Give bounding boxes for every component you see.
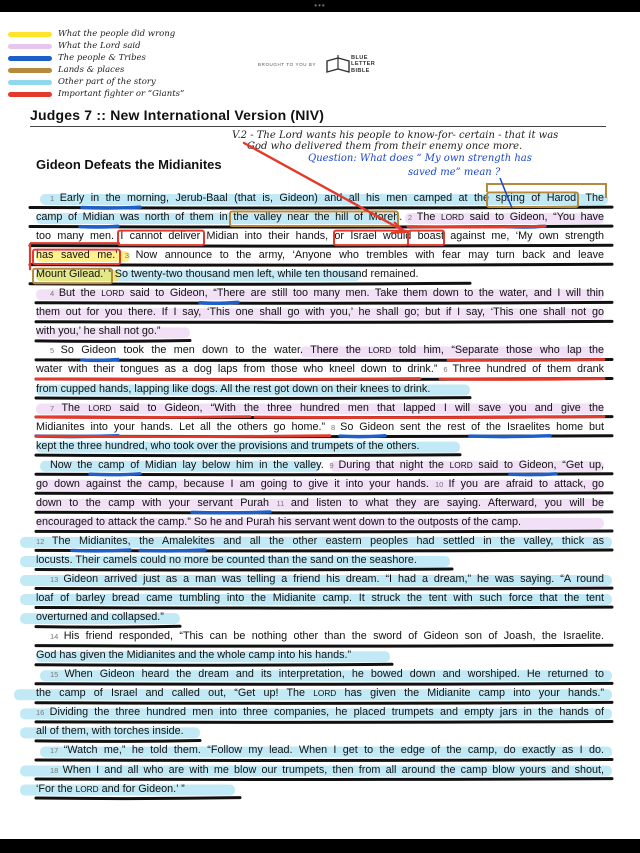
verse-number: 2 [407, 213, 417, 223]
verse-number: 8 [330, 422, 341, 432]
text-run: kept the three hundred, who took over the provisions and trumpets of the others. [36, 439, 420, 452]
legend-item [8, 64, 124, 76]
text-run: But the [58, 287, 102, 300]
verse-number: 5 [50, 346, 61, 356]
legend-swatch [8, 80, 52, 85]
text-run: and for Gideon.’ ” [98, 782, 185, 795]
note-question-line2: saved me” mean ? [408, 167, 501, 178]
text-run: said to Gideon, “You have [464, 211, 605, 224]
text-run: ‘For the [36, 782, 76, 795]
verse-number: 4 [50, 289, 59, 299]
text-run: overturned and collapsed.” [36, 611, 164, 624]
text-line [36, 249, 604, 262]
text-run: When I and all who are with me blow our trumpets, then from all around the camp blow yours and shout, [62, 763, 604, 776]
text-run: So Gideon sent the rest of the Israelites home but [340, 420, 604, 433]
text-line [50, 764, 604, 777]
text-line [50, 573, 604, 586]
text-line [36, 478, 604, 491]
legend-item [8, 52, 146, 64]
annotated-page [0, 12, 640, 839]
verse-number: 6 [443, 365, 453, 375]
lord-small-caps: LORD [101, 288, 125, 299]
text-run: Dividing the three hundred men into three companies, he placed trumpets and empty jars in the hands of [49, 706, 604, 719]
legend-label: Other part of the story [58, 77, 156, 87]
legend-swatch [8, 92, 52, 97]
legend-label: Lands & places [58, 65, 125, 75]
text-line [36, 706, 604, 719]
text-run: down to the camp with your servant Purah [36, 496, 277, 509]
verse-number: 10 [434, 479, 449, 489]
text-run: has saved me.’ [36, 249, 125, 262]
text-run: from cupped hands, lapping like dogs. All the rest got down on their knees to drink. [36, 382, 431, 395]
text-line [36, 211, 604, 224]
verse-number: 18 [50, 765, 63, 775]
verse-number: 1 [50, 194, 60, 203]
legend-item [8, 40, 141, 52]
text-run: When Gideon heard the dream and its interpretation, he bowed down and worshiped. He returned to [64, 668, 604, 681]
text-run: has given the Midianite camp into your hands.” [336, 687, 604, 700]
brand-line: BLUE [351, 55, 368, 61]
text-line [36, 516, 604, 529]
verse-number: 16 [36, 708, 50, 718]
text-line [36, 535, 604, 548]
text-run: them out for you there. If I say, ‘This one shall go with you,’ he shall go; but if I say, ‘This one shall not go [36, 306, 604, 319]
text-line [36, 687, 604, 700]
book-logo-icon [325, 54, 351, 76]
text-line [50, 668, 604, 681]
legend-swatch [8, 32, 52, 37]
text-line [36, 230, 604, 243]
text-run: too many men. I cannot deliver Midian into their hands, or Israel would boast against me, ‘My own strength [36, 230, 604, 243]
text-run: The Midianites, the Amalekites and all the other eastern peoples had settled in the valley, thick as [51, 534, 604, 547]
text-run: Midianites into your hands. Let all the others go home.” [36, 420, 331, 433]
text-line [36, 268, 604, 281]
legend-label: The people & Tribes [58, 53, 146, 63]
text-run: loaf of barley bread came tumbling into the Midianite camp. It struck the tent with such force that the tent [36, 592, 604, 605]
legend-label: What the people did wrong [58, 29, 176, 39]
text-run: Early in the morning, Jerub-Baal (that is, Gideon) and all his men camped at the spring of Harod. The [59, 192, 604, 204]
legend-swatch [8, 68, 52, 73]
lord-small-caps: LORD [449, 459, 473, 470]
text-run: all of them, with torches inside. [36, 725, 184, 738]
brought-to-you-by: BROUGHT TO YOU BY [258, 62, 317, 67]
text-line [36, 421, 604, 434]
lord-small-caps: LORD [75, 783, 99, 794]
note-v2-line2: God who delivered them from their enemy once more. [247, 141, 523, 152]
bottom-bar [0, 839, 640, 853]
lord-small-caps: LORD [313, 688, 337, 699]
text-run: Gideon arrived just as a man was telling a friend his dream. “I had a dream,” he was saying. “A round [63, 573, 604, 585]
page-title: Judges 7 :: New International Version (NIV) [30, 107, 325, 123]
verse-number: 11 [276, 498, 291, 508]
verse-number: 17 [50, 746, 64, 756]
text-run: said to Gideon, “Get up, [472, 458, 604, 471]
text-line [36, 306, 604, 319]
verse-number: 7 [50, 403, 62, 413]
title-divider [30, 126, 606, 127]
text-line [36, 725, 604, 738]
brand-name [351, 55, 375, 74]
text-run: encouraged to attack the camp.” So he and Purah his servant went down to the outposts of the camp. [36, 515, 521, 528]
text-line [50, 630, 604, 643]
top-bar [0, 0, 640, 12]
text-run: go down against the camp, because I am going to give it into your hands. [36, 477, 435, 490]
text-line [36, 363, 604, 376]
legend-item [8, 76, 156, 88]
text-run: said to Gideon, “There are still too many men. Take them down to the water, and I will thin [124, 287, 604, 300]
text-line [50, 287, 604, 300]
text-line [50, 344, 604, 357]
text-line [36, 497, 604, 510]
verse-number: 9 [329, 460, 339, 470]
lord-small-caps: LORD [368, 345, 392, 356]
section-heading: Gideon Defeats the Midianites [36, 157, 222, 172]
legend-item [8, 88, 184, 100]
text-line [36, 325, 604, 338]
text-line [36, 383, 604, 396]
text-run: camp of Midian was north of them in the valley near the hill of Moreh. [36, 211, 408, 224]
text-line [36, 649, 604, 662]
text-run: During that night the [338, 458, 450, 471]
text-run: Mount Gilead.’ ” So twenty-two thousand men left, while ten thousand remained. [36, 268, 419, 281]
text-run: Three hundred of them drank [452, 363, 604, 376]
text-line [36, 554, 604, 567]
legend-label: Important fighter or “Giants” [58, 89, 185, 99]
text-line [36, 592, 604, 605]
verse-number: 12 [36, 536, 52, 546]
lord-small-caps: LORD [440, 212, 465, 223]
text-run: “Watch me,” he told them. “Follow my lead. When I get to the edge of the camp, do exactly as I do. [63, 744, 604, 757]
brand-line: LETTER [351, 61, 376, 68]
text-line [50, 744, 604, 757]
text-line [50, 459, 604, 472]
text-run: with you,’ he shall not go.” [36, 325, 161, 338]
brand-line: BIBLE [351, 67, 370, 74]
verse-number: 15 [50, 670, 65, 680]
more-dots-icon[interactable]: ••• [314, 1, 326, 10]
text-line [50, 402, 604, 415]
text-run: The [61, 401, 89, 414]
text-run: If you are afraid to attack, go [448, 477, 604, 490]
legend-swatch [8, 56, 52, 61]
text-run: said to Gideon, “With the three hundred men that lapped I will save you and give the [111, 401, 604, 414]
legend-item [8, 28, 175, 40]
text-line [50, 192, 604, 205]
note-question-line1: Question: What does “ My own strength has [308, 153, 532, 164]
legend-swatch [8, 44, 52, 49]
verse-number: 14 [50, 632, 64, 642]
verse-number: 3 [124, 251, 136, 261]
text-run: His friend responded, “This can be nothing other than the sword of Gideon son of Joash, the Israelite. [63, 630, 604, 643]
text-run: So Gideon took the men down to the water. There the [60, 344, 369, 357]
text-run: The [416, 211, 441, 224]
text-run: told him, “Separate those who lap the [391, 344, 604, 357]
text-run: Now the camp of Midian lay below him in the valley. [50, 458, 330, 471]
note-v2-line1: V.2 - The Lord wants his people to know-for- certain - that it was [232, 130, 559, 141]
lord-small-caps: LORD [88, 402, 112, 413]
legend-label: What the Lord said [58, 41, 141, 51]
text-run: the camp of Israel and called out, “Get up! The [36, 687, 314, 700]
text-run: and listen to what they are saying. Afterward, you will be [290, 496, 604, 509]
text-run: God has given the Midianites and the whole camp into his hands.” [36, 649, 352, 662]
text-line [36, 783, 604, 796]
text-line [36, 440, 604, 453]
text-run: water with their tongues as a dog laps from those who kneel down to drink.” [36, 363, 444, 376]
text-line [36, 611, 604, 624]
verse-number: 13 [50, 575, 64, 584]
text-run: Now announce to the army, ‘Anyone who trembles with fear may turn back and leave [135, 249, 604, 262]
text-run: locusts. Their camels could no more be counted than the sand on the seashore. [36, 553, 417, 566]
